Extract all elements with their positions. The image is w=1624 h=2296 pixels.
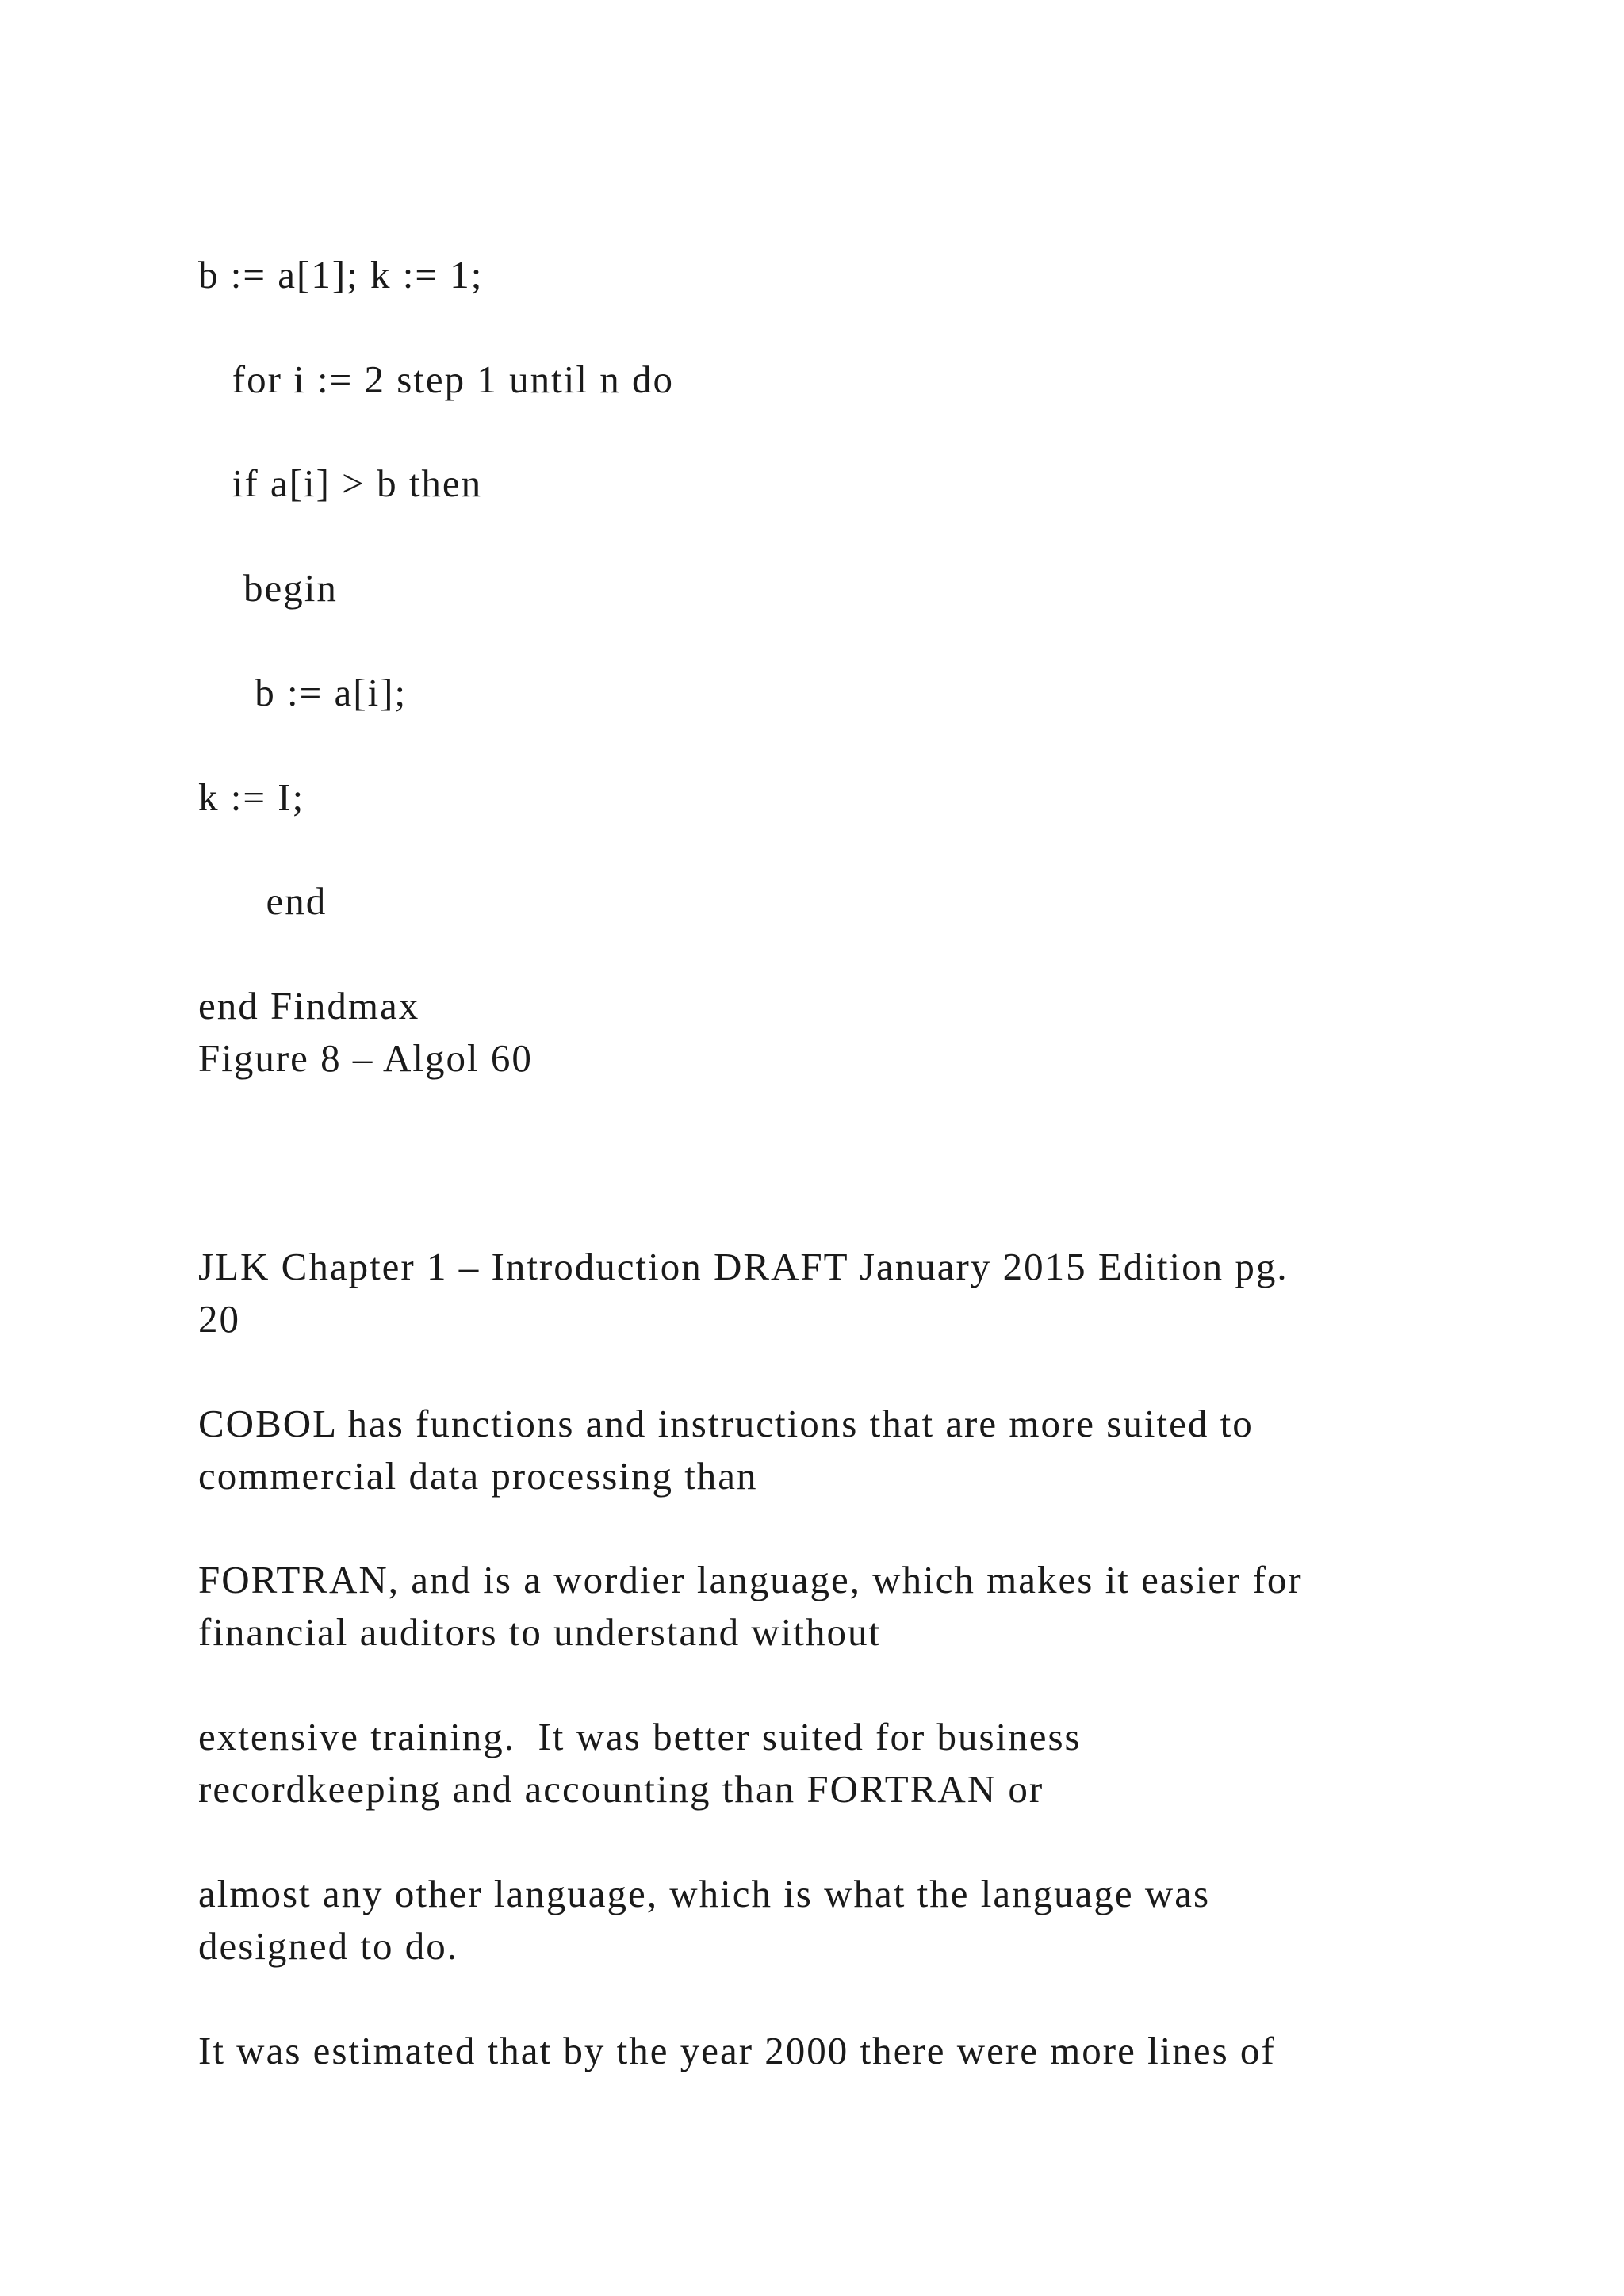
body-text-line: FORTRAN, and is a wordier language, which makes it easier for: [198, 1558, 1303, 1601]
code-line: begin: [198, 566, 338, 610]
code-line: end: [198, 879, 327, 923]
code-line: b := a[i];: [198, 671, 408, 714]
code-line: end Findmax: [198, 984, 420, 1027]
figure-caption: Figure 8 – Algol 60: [198, 1036, 533, 1080]
body-text-line: commercial data processing than: [198, 1454, 758, 1498]
body-text-line: recordkeeping and accounting than FORTRAN or: [198, 1767, 1044, 1811]
body-text-line: almost any other language, which is what the language was: [198, 1872, 1211, 1915]
body-text-line: financial auditors to understand without: [198, 1610, 882, 1654]
body-text-line: extensive training. It was better suited for business: [198, 1715, 1082, 1758]
page-number: 20: [198, 1297, 240, 1341]
page-header-line: JLK Chapter 1 – Introduction DRAFT January 2015 Edition pg.: [198, 1245, 1289, 1288]
code-line: k := I;: [198, 775, 305, 819]
body-text-line: It was estimated that by the year 2000 there were more lines of: [198, 2029, 1276, 2072]
body-text-line: designed to do.: [198, 1924, 459, 1968]
code-line: b := a[1]; k := 1;: [198, 253, 484, 297]
code-line: if a[i] > b then: [198, 461, 483, 505]
body-text-line: COBOL has functions and instructions that are more suited to: [198, 1402, 1254, 1445]
code-line: for i := 2 step 1 until n do: [198, 358, 675, 401]
